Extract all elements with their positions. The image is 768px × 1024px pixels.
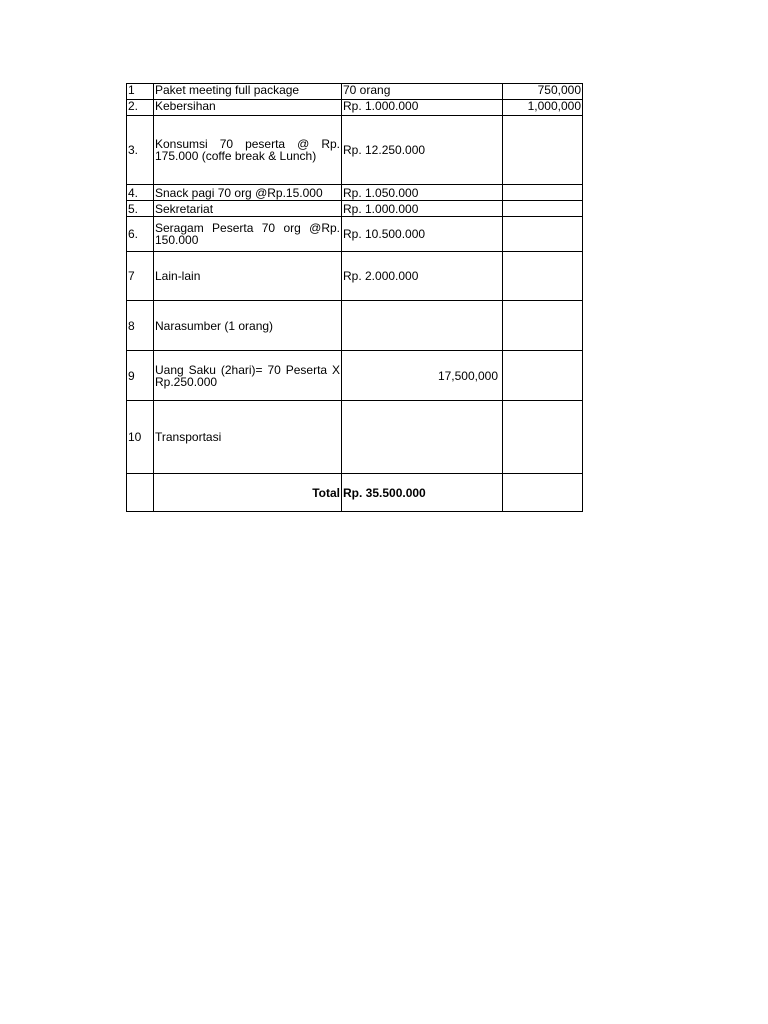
- item-cost: 70 orang: [342, 84, 503, 100]
- item-amount: [503, 201, 583, 217]
- item-cost: [342, 401, 503, 474]
- item-description: Transportasi: [154, 401, 342, 474]
- table-row: [127, 351, 583, 401]
- row-number: 6.: [127, 217, 154, 252]
- row-number: 4.: [127, 185, 154, 201]
- item-description: Narasumber (1 orang): [154, 301, 342, 351]
- item-amount: [503, 301, 583, 351]
- table-row: [127, 201, 583, 217]
- item-amount: [503, 217, 583, 252]
- row-number: 7: [127, 252, 154, 301]
- item-description: Kebersihan: [154, 100, 342, 116]
- total-label: Total: [154, 474, 342, 512]
- row-number: 10: [127, 401, 154, 474]
- row-number: 2.: [127, 100, 154, 116]
- item-cost: Rp. 12.250.000: [342, 116, 503, 185]
- item-cost: Rp. 1.000.000: [342, 100, 503, 116]
- item-cost: Rp. 1.000.000: [342, 201, 503, 217]
- item-amount: [503, 252, 583, 301]
- table-row: [127, 100, 583, 116]
- row-number: 3.: [127, 116, 154, 185]
- item-amount: [503, 474, 583, 512]
- item-cost: 17,500,000: [342, 351, 503, 401]
- row-number: 1: [127, 84, 154, 100]
- budget-table: [126, 83, 583, 512]
- item-amount: [503, 401, 583, 474]
- table-row: [127, 401, 583, 474]
- table-row: [127, 217, 583, 252]
- table-row: [127, 84, 583, 100]
- item-description: Konsumsi 70 peserta @ Rp. 175.000 (coffe break & Lunch): [154, 116, 342, 185]
- item-cost: Rp. 10.500.000: [342, 217, 503, 252]
- item-description: Uang Saku (2hari)= 70 Peserta X Rp.250.000: [154, 351, 342, 401]
- item-amount: [503, 351, 583, 401]
- total-row: [127, 474, 583, 512]
- item-description: Seragam Peserta 70 org @Rp. 150.000: [154, 217, 342, 252]
- item-description: Paket meeting full package: [154, 84, 342, 100]
- item-cost: [342, 301, 503, 351]
- table-row: [127, 116, 583, 185]
- item-description: Lain-lain: [154, 252, 342, 301]
- item-amount: [503, 116, 583, 185]
- budget-sheet: [126, 83, 582, 512]
- item-cost: Rp. 1.050.000: [342, 185, 503, 201]
- item-amount: 750,000: [503, 84, 583, 100]
- item-amount: [503, 185, 583, 201]
- row-number: 9: [127, 351, 154, 401]
- total-value: Rp. 35.500.000: [342, 474, 503, 512]
- table-row: [127, 252, 583, 301]
- row-number: 8: [127, 301, 154, 351]
- row-number: [127, 474, 154, 512]
- item-description: Snack pagi 70 org @Rp.15.000: [154, 185, 342, 201]
- row-number: 5.: [127, 201, 154, 217]
- table-row: [127, 185, 583, 201]
- item-amount: 1,000,000: [503, 100, 583, 116]
- item-cost: Rp. 2.000.000: [342, 252, 503, 301]
- table-row: [127, 301, 583, 351]
- item-description: Sekretariat: [154, 201, 342, 217]
